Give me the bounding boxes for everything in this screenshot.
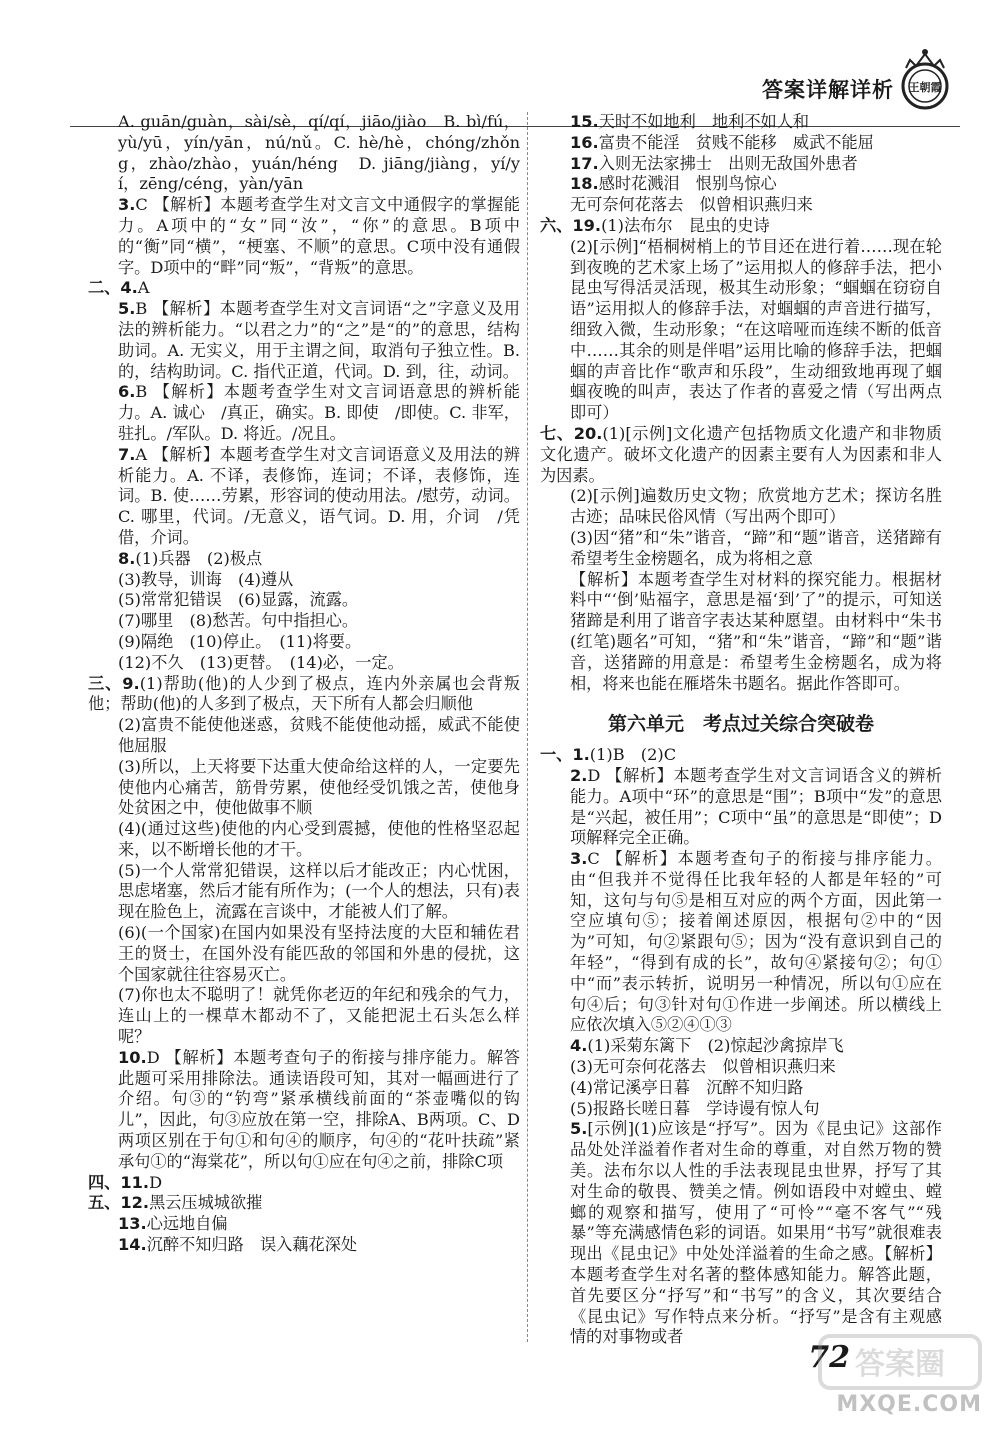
answer-text: C 【解析】本题考查学生对文言文中通假字的掌握能力。A项中的“女”同“汝”，“你”的意思。B项中的“衡”同“横”，“梗塞、不顺”的意思。C项中没有通假字。D项中的“畔”同“叛”，“背叛”的意思。 [118,195,520,277]
answer-text: B 【解析】本题考查学生对文言词语“之”字意义及用法的辨析能力。“以君之力”的“之”是“的”的意思，结构助词。A. 无实义，用于主谓之间，取消句子独立性。B. 的，结构助词。C. 指代正道，代词。D. 到，往，动词。 [118,299,520,381]
answer-text: (4)常记溪亭日暮 沉醉不知归路 [570,1077,804,1097]
question-number: 10. [118,1047,147,1067]
answer-line [540,486,942,528]
question-number: 8. [118,548,136,568]
logo-text: 王朝霞 [908,81,942,94]
answer-text: 入则无法家拂士 出则无敌国外患者 [598,153,858,173]
answer-text: 富贵不能淫 贫贱不能移 威武不能屈 [598,132,874,152]
answer-line [88,757,520,819]
answer-line [88,382,520,444]
answer-line [88,985,520,1047]
answer-line [540,237,942,424]
answer-text: (1)帮助(他)的人少到了极点，连内外亲属也会背叛他；帮助(他)的人多到了极点，天下所有人都会归顺他 [88,673,520,714]
answer-line [540,174,942,195]
header-title: 答案详解详析 [762,78,894,102]
question-number: 18. [570,174,599,194]
answer-line [540,112,942,133]
answer-line [540,195,942,216]
question-number: 14. [118,1235,147,1255]
answer-text: (4)(通过这些)使他的内心受到震撼，使他的性格坚忍起来，以不断增长他的才干。 [118,819,520,859]
question-number: 15. [570,112,599,131]
answer-line [88,611,520,632]
answer-text: A 【解析】本题考查学生对文言词语意义及用法的辨析能力。A. 不译，表修饰，连词；不译，表修饰，连词。B. 使……劳累，形容词的使动用法。/慰劳，动词。C. 哪里，代词。/无意义，语气词。D. 用，介词 /凭借，介词。 [118,444,520,547]
answer-text: (9)隔绝 (10)停止。 (11)将要。 [118,631,362,651]
question-number: 6. [118,382,136,402]
answer-line [540,1057,942,1078]
question-number: 4. [570,1036,588,1056]
answer-text: D 【解析】本题考查句子的衔接与排序能力。解答此题可采用排除法。通读语段可知，其对一幅画进行了介绍。句③的“钓弯”紧承横线前面的“茶壶嘴似的钩儿”，因此，句③应放在第一空，排除A、B两项。C、D两项区别在于句①和句④的顺序，句④的“花叶扶疏”紧承句①的“海棠花”，所以句①应在句④之前，排除C项 [118,1047,520,1171]
answer-text: (1)B (2)C [589,745,677,765]
answer-line [88,1193,520,1214]
answer-text: (2)富贵不能使他迷惑，贫贱不能使他动摇，威武不能使他屈服 [118,715,520,755]
answer-line [88,195,520,278]
answer-text: D [149,1172,163,1192]
question-number: 7. [118,444,136,464]
answer-line [88,299,520,382]
answer-line [540,1036,942,1057]
right-column [540,112,942,1348]
answer-line [540,133,942,154]
answer-line [540,766,942,849]
answer-text: 沉醉不知归路 误入藕花深处 [146,1235,358,1255]
answer-text: B 【解析】本题考查学生对文言词语意思的辨析能力。A. 诚心 /真正，确实。B. 即使 /即使。C. 非军，驻扎。/军队。D. 将近。/况且。 [118,382,520,443]
answer-line [88,278,520,299]
question-number: 2. [570,765,588,785]
answer-text: (1)采菊东篱下 (2)惊起沙禽掠岸飞 [587,1036,844,1056]
answer-text: 天时不如地利 地利不如人和 [598,112,810,131]
answer-text: D 【解析】本题考查学生对文言词语含义的辨析能力。A项中“环”的意思是“围”；B项中“发”的意思是“兴起，被任用”；C项中“虽”的意思是“即使”；D项解释完全正确。 [570,765,942,848]
answer-text: (5)常常犯错误 (6)显露，流露。 [118,590,359,610]
answer-text: 感时花溅泪 恨别鸟惊心 [598,174,777,194]
answer-line [88,715,520,757]
answer-line [540,1078,942,1099]
answer-line [540,745,942,766]
answer-line [88,674,520,716]
answer-line [540,528,942,570]
question-number: 二、4. [88,278,138,298]
answer-line [88,923,520,985]
answer-line [88,653,520,674]
question-number: 13. [118,1214,147,1234]
right-column-answers [540,112,942,694]
left-column [88,112,520,1256]
question-number: 六、19. [540,215,602,235]
answer-line [540,570,942,695]
question-number: 17. [570,153,599,173]
answer-text: 心远地自偏 [146,1214,228,1234]
answer-text: 黑云压城城欲摧 [149,1193,263,1213]
answer-line [88,819,520,861]
question-number: 三、9. [88,673,140,693]
question-number: 七、20. [540,423,603,443]
answer-line [88,1235,520,1256]
page-number: 72 [808,1340,850,1375]
answer-text: (3)因“猪”和“朱”谐音，“蹄”和“题”谐音，送猪蹄有希望考生金榜题名，成为将相之意 [570,527,942,568]
answer-line [88,1214,520,1235]
watermark-logo-text: 答案圈 [855,1347,945,1382]
question-number: 5. [570,1119,588,1139]
answer-line [88,570,520,591]
question-number: 四、11. [88,1172,150,1192]
watermark-text: MXQE.COM [836,1392,982,1417]
answer-text: C 【解析】本题考查句子的衔接与排序能力。由“但我并不觉得任比我年轻的人都是年轻的”可知，这句与句⑤是相互对应的两个方面，因此第一空应填句⑤；接着阐述原因，根据句②中的“因为”可知，句②紧跟句⑤；因为“没有意识到自己的年轻”，“得到有成的长”，故句④紧接句②；句①中“而”表示转折，说明另一种情况，所以句①应在句④后；句③针对句①作进一步阐述。所以横线上应依次填入⑤②④①③ [570,849,942,1035]
answer-text: (7)你也太不聪明了！就凭你老迈的年纪和残余的气力，连山上的一棵草木都动不了，又能把泥土石头怎么样呢？ [118,985,520,1047]
answer-text: (7)哪里 (8)愁苦。句中指担心。 [118,611,359,631]
question-number: 3. [570,849,588,869]
answer-text: (2)[示例]遍数历史文物；欣赏地方艺术；探访名胜古迹；品味民俗风情（写出两个即可） [570,486,942,527]
column-divider [527,112,528,1342]
answer-line [88,112,520,195]
answer-text: (2)[示例]“梧桐树梢上的节目还在进行着……现在轮到夜晚的艺术家上场了”运用拟人的修辞手法，把小昆虫写得活灵活现，极其生动形象；“蝈蝈在窃窃自语”运用拟人的修辞手法，对蝈蝈的声音进行描写，细致入微，生动形象；“在这喑哑而连续不断的低音中……其余的则是伴唱”运用比喻的修辞手法，把蝈蝈的声音比作“歌声和乐段”，生动细致地再现了蝈蝈夜晚的叫声，表达了作者的喜爱之情（写出两点即可） [570,236,942,423]
answer-text: (1)兵器 (2)极点 [135,548,263,568]
answer-line [88,1048,520,1173]
question-number: 16. [570,132,599,152]
answer-text: (5)报路长嗟日暮 学诗谩有惊人句 [570,1098,820,1118]
answer-text: 【解析】本题考查学生对材料的探究能力。根据材料中“‘倒’贴福字，意思是福‘到’了”的提示，可知送猪蹄是利用了谐音字表达某种愿望。由材料中“朱书(红笔)题名”可知，“猪”和“朱”谐音，“蹄”和“题”谐音，送猪蹄的用意是：希望考生金榜题名，成为将相，将来也能在雁塔朱书题名。据此作答即可。 [570,569,942,693]
answer-line [540,849,942,1036]
answer-line [88,632,520,653]
right-column-unit-answers [540,745,942,1348]
answer-text: (3)教导，训诲 (4)遵从 [118,569,294,589]
answer-text: (5)一个人常常犯错误，这样以后才能改正；内心忧困，思虑堵塞，然后才能有所作为；(一个人的想法，只有)表现在脸色上，流露在言谈中，才能被人们了解。 [118,860,520,922]
answer-text: [示例](1)应该是“抒写”。因为《昆虫记》这部作品处处洋溢着作者对生命的尊重，对自然万物的赞美。法布尔以人性的手法表现昆虫世界，抒写了其对生命的敬畏、赞美之情。例如语段中对螳虫、螳螂的观察和描写，使用了“可怜”“毫不客气”“残暴”等充满感情色彩的词语。如果用“书写”就很难表现出《昆虫记》中处处洋溢着的生命之感。【解析】本题考查学生对名著的整体感知能力。解答此题，首先要区分“抒写”和“书写”的含义，其次要结合《昆虫记》写作特点来分析。“抒写”是含有主观感情的对事物或者 [570,1119,942,1347]
answer-line [540,1119,942,1348]
answer-line [540,1099,942,1120]
answer-line [540,154,942,175]
answer-line [88,1173,520,1194]
answer-line [88,590,520,611]
unit-title: 第六单元 考点过关综合突破卷 [607,713,874,736]
answer-text: A [137,278,150,298]
question-number: 5. [118,299,136,319]
question-number: 3. [118,195,136,215]
answer-line [540,424,942,486]
answer-line [88,445,520,549]
question-number: 一、1. [540,745,590,765]
answer-text: (1)[示例]文化遗产包括物质文化遗产和非物质文化遗产。破坏文化遗产的因素主要有人为因素和非人为因素。 [540,423,942,485]
answer-text: 无可奈何花落去 似曾相识燕归来 [570,195,813,215]
question-number: 五、12. [88,1193,150,1213]
answer-text: (3)无可奈何花落去 似曾相识燕归来 [570,1057,836,1077]
answer-line [88,549,520,570]
answer-text: A. guān/guàn，sài/sè，qí/qí，jiāo/jiào B. bì/fú，yù/yū，yín/yān，nú/nǔ。C. hè/hè，chóng/zhǒng，zhào/zhào，yuán/héng D. jiāng/jiàng，yí/yí，zēng/céng，yàn/yān [118,112,520,194]
answer-text: (12)不久 (13)更替。 (14)必，一定。 [118,652,404,672]
answer-line [540,216,942,237]
answer-text: (6)(一个国家)在国内如果没有坚持法度的大臣和辅佐君王的贤士，在国外没有能匹敌的邻国和外患的侵扰，这个国家就往往容易灭亡。 [118,923,520,984]
answer-text: (1)法布尔 昆虫的史诗 [601,215,770,235]
answer-line [88,861,520,923]
answer-text: (3)所以，上天将要下达重大使命给这样的人，一定要先使他内心痛苦，筋骨劳累，使他经受饥饿之苦，使他身处贫困之中，使他做事不顺 [118,756,520,818]
